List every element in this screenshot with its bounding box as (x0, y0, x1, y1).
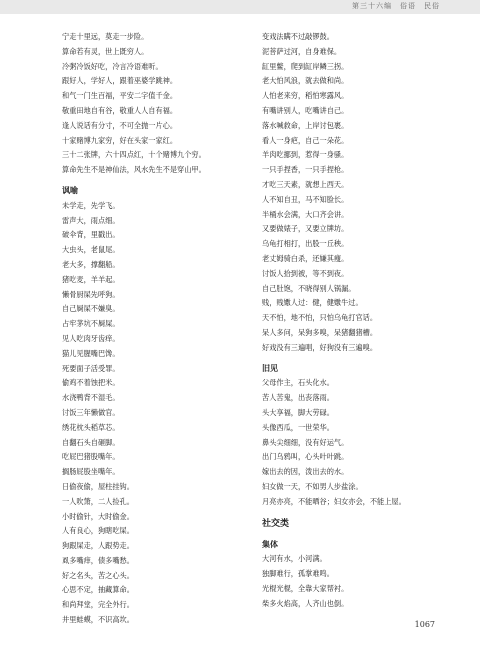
proverb-line: 三十二张牌，六十四点红，十个赌博九个穷。 (62, 150, 206, 160)
proverb-line: 雷声大，雨点细。 (62, 215, 120, 225)
intro-proverbs (62, 30, 237, 178)
proverb-line: 懒骨厨屎先呼狗。 (62, 289, 120, 299)
proverb-line: 头像西瓜，一世荣华。 (262, 422, 334, 432)
proverb-line: 月亮亦亮，不能晒谷；妇女亦会，不能上屋。 (262, 496, 406, 506)
proverb-line: 好戏没有三遍唱，好狗没有三遍嗅。 (262, 342, 378, 352)
proverb-line: 独脚难行，孤掌难鸣。 (262, 569, 334, 579)
proverb-line: 人有良心，狗瞎吃屎。 (62, 526, 134, 536)
section-title-jiujian: 旧见 (262, 363, 278, 373)
proverb-line: 占牢茅坑不屙屎。 (62, 319, 120, 329)
proverb-line: 破伞背，里戳出。 (62, 230, 120, 240)
chapter-title-shejiao: 社交类 (262, 518, 290, 529)
proverb-line: 父母作主，石头化水。 (262, 378, 334, 388)
proverb-line: 贱，贱嫐人过：健，健嫐牛过。 (262, 298, 363, 308)
proverb-line: 敬重田地自有谷，敬重人人自有福。 (62, 105, 178, 115)
proverb-line: 吃屁巴猪股嘴年。 (62, 452, 120, 462)
proverb-line: 绣花枕头稻草芯。 (62, 422, 120, 432)
proverb-line: 跟好人，学好人，跟着巫婆学跳神。 (62, 76, 178, 86)
proverb-line: 泥菩萨过河，自身难保。 (262, 46, 342, 56)
proverb-line: 柴多火焰高，人齐山也倒。 (262, 598, 349, 608)
proverb-line: 乌龟打相打，出股一丘秧。 (262, 239, 349, 249)
proverb-line: 讨饭三年懒做官。 (62, 407, 120, 417)
proverb-line: 搁肠屁股坐嘴年。 (62, 467, 120, 477)
proverb-line: 自己屙屎不嫌臭。 (62, 304, 120, 314)
jiujian-proverbs (262, 376, 447, 509)
proverb-line: 好之名头，苦之心头。 (62, 570, 134, 580)
proverb-line: 缸里鳖，爬到缸岸鳞三拐。 (262, 61, 349, 71)
proverb-line: 有嘴讲别人，吃嘴讲自己。 (262, 105, 349, 115)
proverb-line: 一人吹箫，二人捡孔。 (62, 496, 134, 506)
proverb-line: 猫儿见腥嘴巴馋。 (62, 348, 120, 358)
proverb-line: 逢人说话有分寸，不可全抛一片心。 (62, 120, 178, 130)
left-column (62, 30, 237, 628)
proverb-line: 落水喊救命，上岸讨包裹。 (262, 120, 349, 130)
running-header: 第三十六编 俗语 民俗 (352, 2, 440, 10)
header-bar (0, 0, 480, 14)
proverb-line: 人怕老来穷，稻怕寒露风。 (262, 91, 349, 101)
proverb-line: 嫁出去的因，泼出去的水。 (262, 467, 349, 477)
fengyu-proverbs (62, 199, 237, 628)
proverb-line: 日偷夜偷，屋柱挂钩。 (62, 481, 134, 491)
proverb-line: 未学走，先学飞。 (62, 200, 120, 210)
proverb-line: 才吃三天素，就想上西天。 (262, 179, 349, 189)
proverb-line: 和气一门生百福，平安二字值千金。 (62, 91, 178, 101)
proverb-line: 死要面子活受罪。 (62, 363, 120, 373)
proverb-line: 和尚拜堂，完全外行。 (62, 600, 134, 610)
proverb-line: 羊肉吃挪到，惹得一身骚。 (262, 150, 349, 160)
proverb-line: 十家赌博九家穷，好在头家一家红。 (62, 135, 178, 145)
jiti-proverbs (262, 552, 447, 611)
proverb-line: 小时偷针，大时偷金。 (62, 511, 134, 521)
proverb-line: 猪吃麦，羊羊起。 (62, 274, 120, 284)
proverb-line: 光棍光棍，全靠大家帮衬。 (262, 583, 349, 593)
proverb-line: 鼻头尖细细，没有好运气。 (262, 437, 349, 447)
proverb-line: 见人吃肉牙齿痒。 (62, 333, 120, 343)
proverb-line: 老丈姆骑白杀，还嫌其瘦。 (262, 253, 349, 263)
proverb-line: 自己肚饱，不晓得别人锅漏。 (262, 283, 356, 293)
proverb-line: 天不怕，地不怕，只怕乌龟打官话。 (262, 313, 378, 323)
proverb-line: 讨饭人拾到被，等不到夜。 (262, 268, 349, 278)
proverb-line: 井里蛙蟆，不识高坎。 (62, 615, 134, 625)
proverb-line: 变戏法瞒不过敲锣鼓。 (262, 32, 334, 41)
section-title-jiti: 集体 (262, 539, 278, 549)
section-title-fengyu: 讽喻 (62, 185, 78, 195)
proverb-line: 半桶水会满，大口齐会讲。 (262, 209, 349, 219)
proverb-line: 大河有水，小河满。 (262, 554, 327, 564)
proverb-line: 老大怕风浪，就去做和尚。 (262, 76, 349, 86)
continued-proverbs (262, 30, 447, 356)
proverb-line: 老大多，撑翻船。 (62, 259, 120, 269)
proverb-line: 大虫头，老鼠尾。 (62, 245, 120, 255)
proverb-line: 头大享福，脚大劳碌。 (262, 407, 334, 417)
page-number: 1067 (414, 620, 435, 629)
proverb-line: 人不知自丑，马不知脸长。 (262, 194, 349, 204)
proverb-line: 出门乌鸦叫，心头叶叶跳。 (262, 452, 349, 462)
proverb-line: 狗跟屎走，人跟势走。 (62, 541, 134, 551)
proverb-line: 水浇鸭背不湿毛。 (62, 393, 120, 403)
proverb-line: 偷鸡不着蚀把米。 (62, 378, 120, 388)
proverb-line: 呆人多问，呆狗多嗅，呆猪翻猪槽。 (262, 327, 378, 337)
proverb-line: 又要做婊子，又要立牌坊。 (262, 224, 349, 234)
proverb-line: 冷粥冷饭好吃，冷言冷语难听。 (62, 61, 163, 71)
proverb-line: 算命若有灵，世上既穷人。 (62, 46, 149, 56)
proverb-line: 虱多嘴痒，债多嘴愁。 (62, 555, 134, 565)
proverb-line: 苦人苦鬼，出丧落雨。 (262, 393, 334, 403)
proverb-line: 妇女做一天，不如男人步盐涂。 (262, 481, 363, 491)
proverb-line: 自翻石头自砸脚。 (62, 437, 120, 447)
proverb-line: 看人一身疤，自己一朵花。 (262, 135, 349, 145)
proverb-line: 宁走十里远，莫走一步险。 (62, 32, 149, 41)
proverb-line: 一只手捏香，一只手捏枪。 (262, 165, 349, 175)
proverb-line: 心思不定，抽藏算命。 (62, 585, 134, 595)
right-column (262, 30, 447, 611)
proverb-line: 算命先生不是神仙法，风水先生不是穿山甲。 (62, 165, 206, 175)
